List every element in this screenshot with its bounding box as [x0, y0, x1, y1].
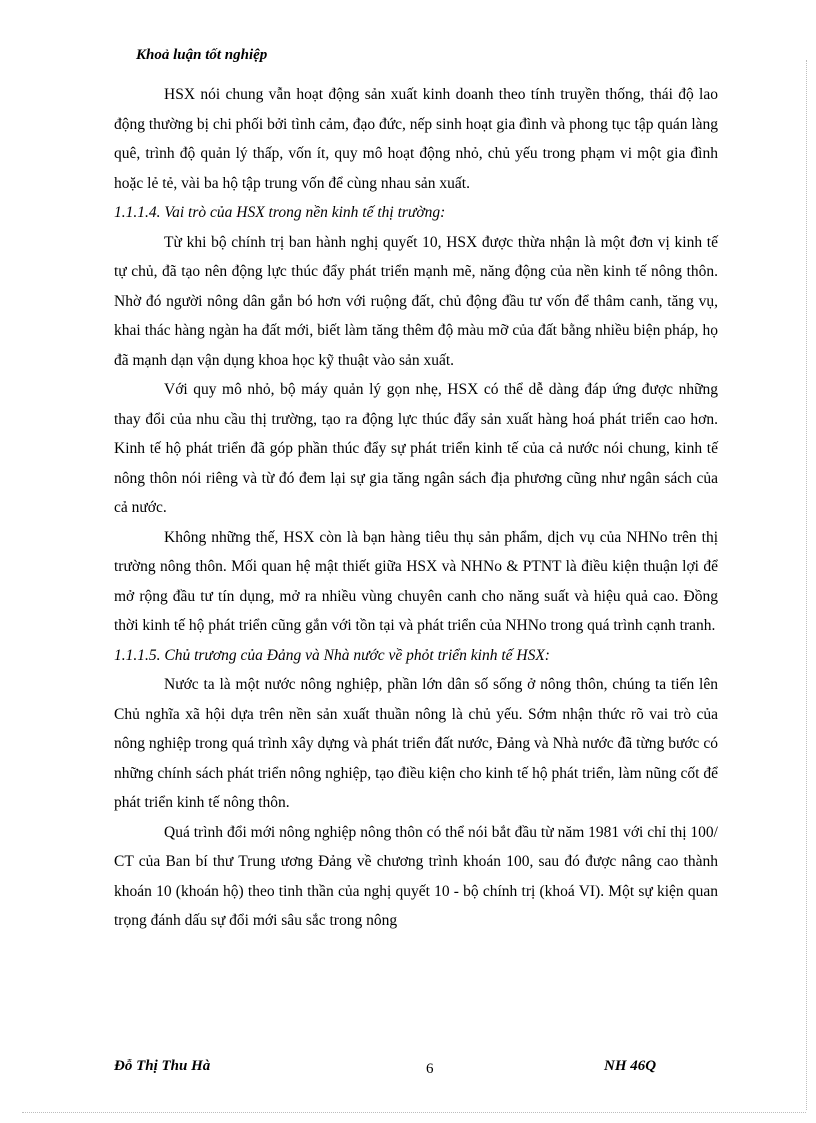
document-body [114, 80, 718, 936]
page-border-bottom [22, 1112, 806, 1113]
section-heading-1-1-1-4: 1.1.1.4. Vai trò của HSX trong nền kinh tế thị trường: [114, 204, 446, 221]
section-heading-1-1-1-5: 1.1.1.5. Chủ trương của Đảng và Nhà nước về phỏt triển kinh tế HSX: [114, 646, 550, 664]
page-header-title: Khoả luận tốt nghiệp [136, 47, 268, 63]
paragraph-2: Từ khi bộ chính trị ban hành nghị quyết 10, HSX được thừa nhận là một đơn vị kinh tế tự chủ, đã tạo nên động lực thúc đẩy phát triển mạnh mẽ, năng động của nền kinh tế nông thôn. Nhờ đó người nông dân gắn bó hơn với ruộng đất, chủ động đầu tư vốn để thâm canh, tăng vụ, khai thác hàng ngàn ha đất mới, biết làm tăng thêm độ màu mỡ của đất bằng nhiều biện pháp, họ đã mạnh dạn vận dụng khoa học kỹ thuật vào sản xuất. [114, 233, 718, 369]
paragraph-5: Nước ta là một nước nông nghiệp, phần lớn dân số sống ở nông thôn, chúng ta tiến lên Chủ nghĩa xã hội dựa trên nền sản xuất thuần nông là chủ yếu. Sớm nhận thức rõ vai trò của nông nghiệp trong quá trình xây dựng và phát triển đất nước, Đảng và Nhà nước đã từng bước có những chính sách phát triển nông nghiệp, tạo điều kiện cho kinh tế hộ phát triển, làm nũng cốt để phát triển kinh tế nông thôn. [114, 676, 718, 811]
paragraph-3: Với quy mô nhỏ, bộ máy quản lý gọn nhẹ, HSX có thể dễ dàng đáp ứng được những thay đổi của nhu cầu thị trường, tạo ra động lực thúc đẩy sản xuất hàng hoá phát triển cao hơn. Kinh tế hộ phát triển đã góp phần thúc đẩy sự phát triển kinh tế của cả nước nói chung, kinh tế nông thôn nói riêng và từ đó đem lại sự gia tăng ngân sách địa phương cũng như ngân sách của cả nước. [114, 381, 718, 516]
footer-page-number: 6 [426, 1061, 434, 1077]
paragraph-6: Quá trình đổi mới nông nghiệp nông thôn có thể nói bắt đầu từ năm 1981 với chỉ thị 100/ CT của Ban bí thư Trung ương Đảng về chương trình khoán 100, sau đó được nâng cao thành khoán 10 (khoán hộ) theo tinh thần của nghị quyết 10 - bộ chính trị (khoá VI). Một sự kiện quan trọng đánh dấu sự đổi mới sâu sắc trong nông [114, 823, 718, 929]
footer-author: Đỗ Thị Thu Hà [114, 1058, 211, 1074]
paragraph-4: Không những thế, HSX còn là bạn hàng tiêu thụ sản phẩm, dịch vụ của NHNo trên thị trường nông thôn. Mối quan hệ mật thiết giữa HSX và NHNo & PTNT là điều kiện thuận lợi để mở rộng đầu tư tín dụng, mở ra nhiều vùng chuyên canh cho năng suất và hiệu quả cao. Đồng thời kinh tế hộ phát triển cũng gắn với tồn tại và phát triển của NHNo trong quá trình cạnh tranh. [114, 528, 718, 634]
paragraph-1: HSX nói chung vẫn hoạt động sản xuất kinh doanh theo tính truyền thống, thái độ lao động thường bị chi phối bởi tình cảm, đạo đức, nếp sinh hoạt gia đình và phong tục tập quán làng quê, trình độ quản lý thấp, vốn ít, quy mô hoạt động nhỏ, chủ yếu trong phạm vi một gia đình hoặc lẻ tẻ, vài ba hộ tập trung vốn để cùng nhau sản xuất. [114, 86, 719, 192]
footer-class-code: NH 46Q [604, 1058, 657, 1074]
page-border-right [806, 60, 807, 1110]
